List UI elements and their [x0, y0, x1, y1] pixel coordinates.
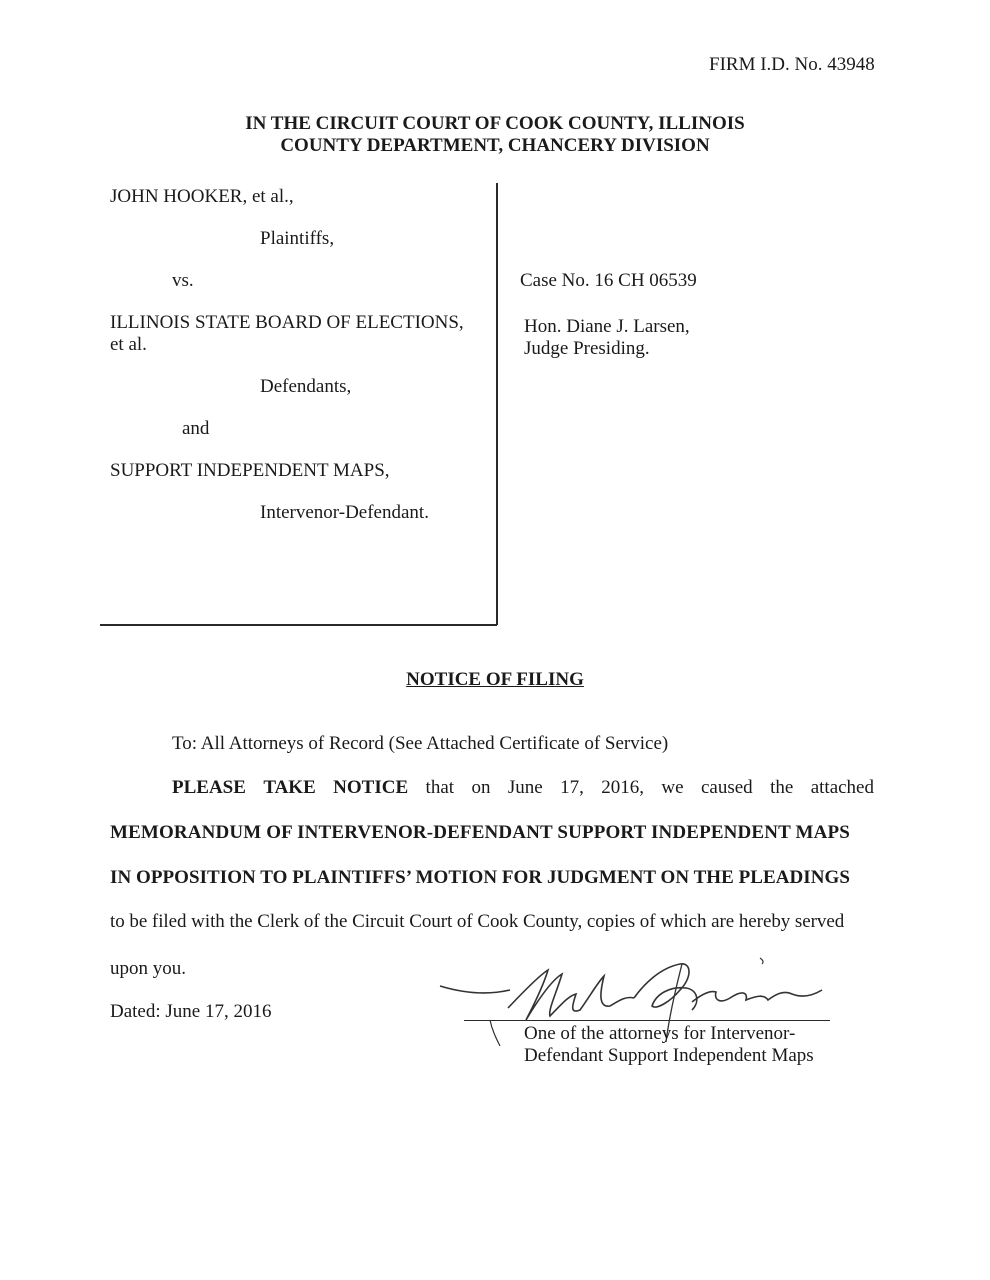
notice-word: TAKE [263, 777, 316, 798]
intervenor-name: SUPPORT INDEPENDENT MAPS, [110, 460, 390, 481]
firm-id: FIRM I.D. No. 43948 [709, 54, 875, 75]
notice-word: 2016, [601, 777, 644, 798]
notice-word: that [425, 777, 455, 798]
defendant-name-cont: et al. [110, 334, 147, 355]
dated-line: Dated: June 17, 2016 [110, 1001, 272, 1022]
notice-recipients: To: All Attorneys of Record (See Attached Certificate of Service) [172, 733, 669, 754]
and-label: and [182, 418, 210, 439]
notice-word: 17, [560, 777, 584, 798]
notice-word: NOTICE [333, 777, 409, 798]
document-title-line1: MEMORANDUM OF INTERVENOR-DEFENDANT SUPPORT INDEPENDENT MAPS [110, 822, 850, 843]
notice-word: June [507, 777, 543, 798]
defendant-role: Defendants, [260, 376, 352, 397]
case-number: Case No. 16 CH 06539 [520, 270, 697, 291]
court-name: IN THE CIRCUIT COURT OF COOK COUNTY, ILLINOIS [245, 113, 745, 134]
notice-body-line5: upon you. [110, 958, 186, 979]
notice-word: on [471, 777, 491, 798]
signature-caption-line1: One of the attorneys for Intervenor- [524, 1023, 796, 1044]
intervenor-role: Intervenor-Defendant. [260, 502, 429, 523]
caption-divider-vertical [496, 183, 498, 625]
notice-body-line4: to be filed with the Clerk of the Circuit Court of Cook County, copies of which are hereby served [110, 911, 845, 932]
document-title-line2: IN OPPOSITION TO PLAINTIFFS’ MOTION FOR JUDGMENT ON THE PLEADINGS [110, 867, 850, 888]
notice-word: attached [810, 777, 874, 798]
signature-caption-line2: Defendant Support Independent Maps [524, 1045, 814, 1066]
judge-title: Judge Presiding. [524, 338, 650, 359]
notice-word: we [661, 777, 684, 798]
notice-body-line1 [172, 777, 874, 799]
plaintiff-name: JOHN HOOKER, et al., [110, 186, 294, 207]
signature-line [464, 1020, 830, 1021]
notice-title: NOTICE OF FILING [406, 669, 584, 690]
defendant-name: ILLINOIS STATE BOARD OF ELECTIONS, [110, 312, 464, 333]
notice-word: PLEASE [172, 777, 246, 798]
notice-word: the [770, 777, 794, 798]
caption-divider-horizontal [100, 624, 497, 626]
judge-name: Hon. Diane J. Larsen, [524, 316, 690, 337]
versus-label: vs. [172, 270, 194, 291]
plaintiff-role: Plaintiffs, [260, 228, 335, 249]
notice-word: caused [700, 777, 753, 798]
court-division: COUNTY DEPARTMENT, CHANCERY DIVISION [280, 135, 710, 156]
